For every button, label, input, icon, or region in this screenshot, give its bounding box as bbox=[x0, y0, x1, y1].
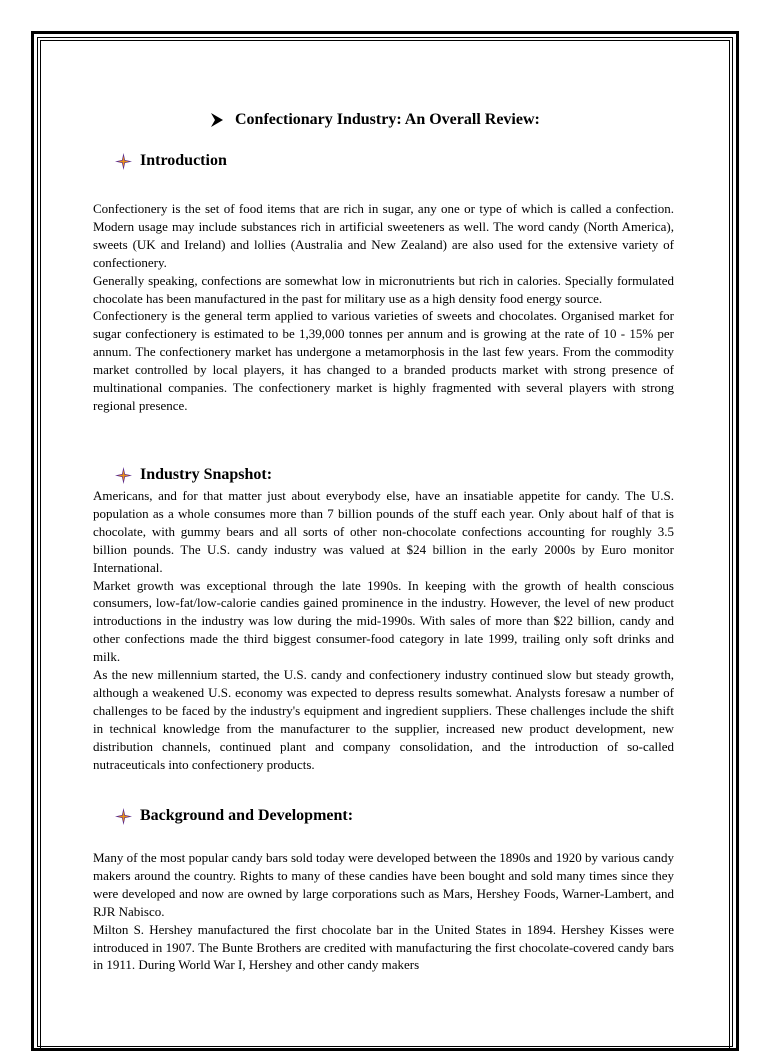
section-heading-text: Industry Snapshot: bbox=[140, 466, 273, 483]
section-heading-background-development bbox=[115, 807, 353, 825]
paragraph: As the new millennium started, the U.S. candy and confectionery industry continued slow but steady growth, although a weakened U.S. economy was expected to depress results somewhat. Analysts foresaw a number of challenges to be faced by the industry's equipment and ingredient suppliers. These challenges include the shift in technical knowledge from the manufacturer to the supplier, increased new product development, new distribution channels, continued plant and company consolidation, and the introduction of so-called nutraceuticals into confectionery products. bbox=[93, 667, 674, 772]
section-heading-text: Background and Development: bbox=[140, 807, 354, 824]
section-heading-text: Introduction bbox=[140, 152, 227, 169]
paragraph: Market growth was exceptional through the late 1990s. In keeping with the growth of health conscious consumers, low-fat/low-calorie candies gained prominence in the industry. However, the level of new product introductions in the industry was low during the mid-1990s. With sales of more than $22 billion, candy and other confections made the third biggest consumer-food category in late 1999, trailing only soft drinks and milk. bbox=[93, 577, 674, 665]
paragraph: Generally speaking, confections are somewhat low in micronutrients but rich in calories. Specially formulated chocolate has been manufactured in the past for military use as a high density food energy source. bbox=[93, 272, 674, 306]
section-body-industry-snapshot bbox=[93, 487, 674, 774]
paragraph: Americans, and for that matter just about everybody else, have an insatiable appetite for candy. The U.S. population as a whole consumes more than 7 billion pounds of the stuff each year. Only about half of that is chocolate, with gummy bears and all sorts of other non-chocolate confections accounting for roughly 3.5 billion pounds. The U.S. candy industry was valued at $24 billion in the early 2000s by Euro monitor International. bbox=[93, 488, 674, 575]
document-title-text: Confectionary Industry: An Overall Review: bbox=[235, 111, 540, 128]
document-title bbox=[211, 111, 540, 129]
paragraph: Milton S. Hershey manufactured the first chocolate bar in the United States in 1894. Hershey Kisses were introduced in 1907. The Bunte Brothers are credited with manufacturing the first chocolate-covered candy bars in 1911. During World War I, Hershey and other candy makers bbox=[93, 921, 674, 973]
paragraph: Confectionery is the set of food items that are rich in sugar, any one or type of which is called a confection. Modern usage may include substances rich in artificial sweeteners as well. The word candy (North America), sweets (UK and Ireland) and lollies (Australia and New Zealand) are also used for the extensive variety of confectionery. bbox=[93, 201, 674, 270]
section-body-introduction bbox=[93, 200, 674, 415]
four-point-star-bullet-icon bbox=[115, 467, 132, 484]
four-point-star-bullet-icon bbox=[115, 808, 132, 825]
section-heading-introduction bbox=[115, 152, 227, 170]
section-heading-industry-snapshot bbox=[115, 466, 272, 484]
section-body-background-development bbox=[93, 849, 674, 974]
four-point-star-bullet-icon bbox=[115, 153, 132, 170]
paragraph: Confectionery is the general term applied to various varieties of sweets and chocolates. Organised market for sugar confectionery is estimated to be 1,39,000 tonnes per annum and is growing at the rate of 10 - 15% per annum. The confectionery market has undergone a metamorphosis in the last few years. From the commodity market controlled by local players, it has changed to a branded products market with strong presence of multinational companies. The confectionery market is highly fragmented with several players with strong regional presence. bbox=[93, 308, 674, 413]
paragraph: Many of the most popular candy bars sold today were developed between the 1890s and 1920 by various candy makers around the country. Rights to many of these candies have been bought and sold many times since they were developed and now are owned by large corporations such as Mars, Hershey Foods, Warner-Lambert, and RJR Nabisco. bbox=[93, 850, 674, 919]
arrow-bullet-icon bbox=[211, 113, 223, 127]
